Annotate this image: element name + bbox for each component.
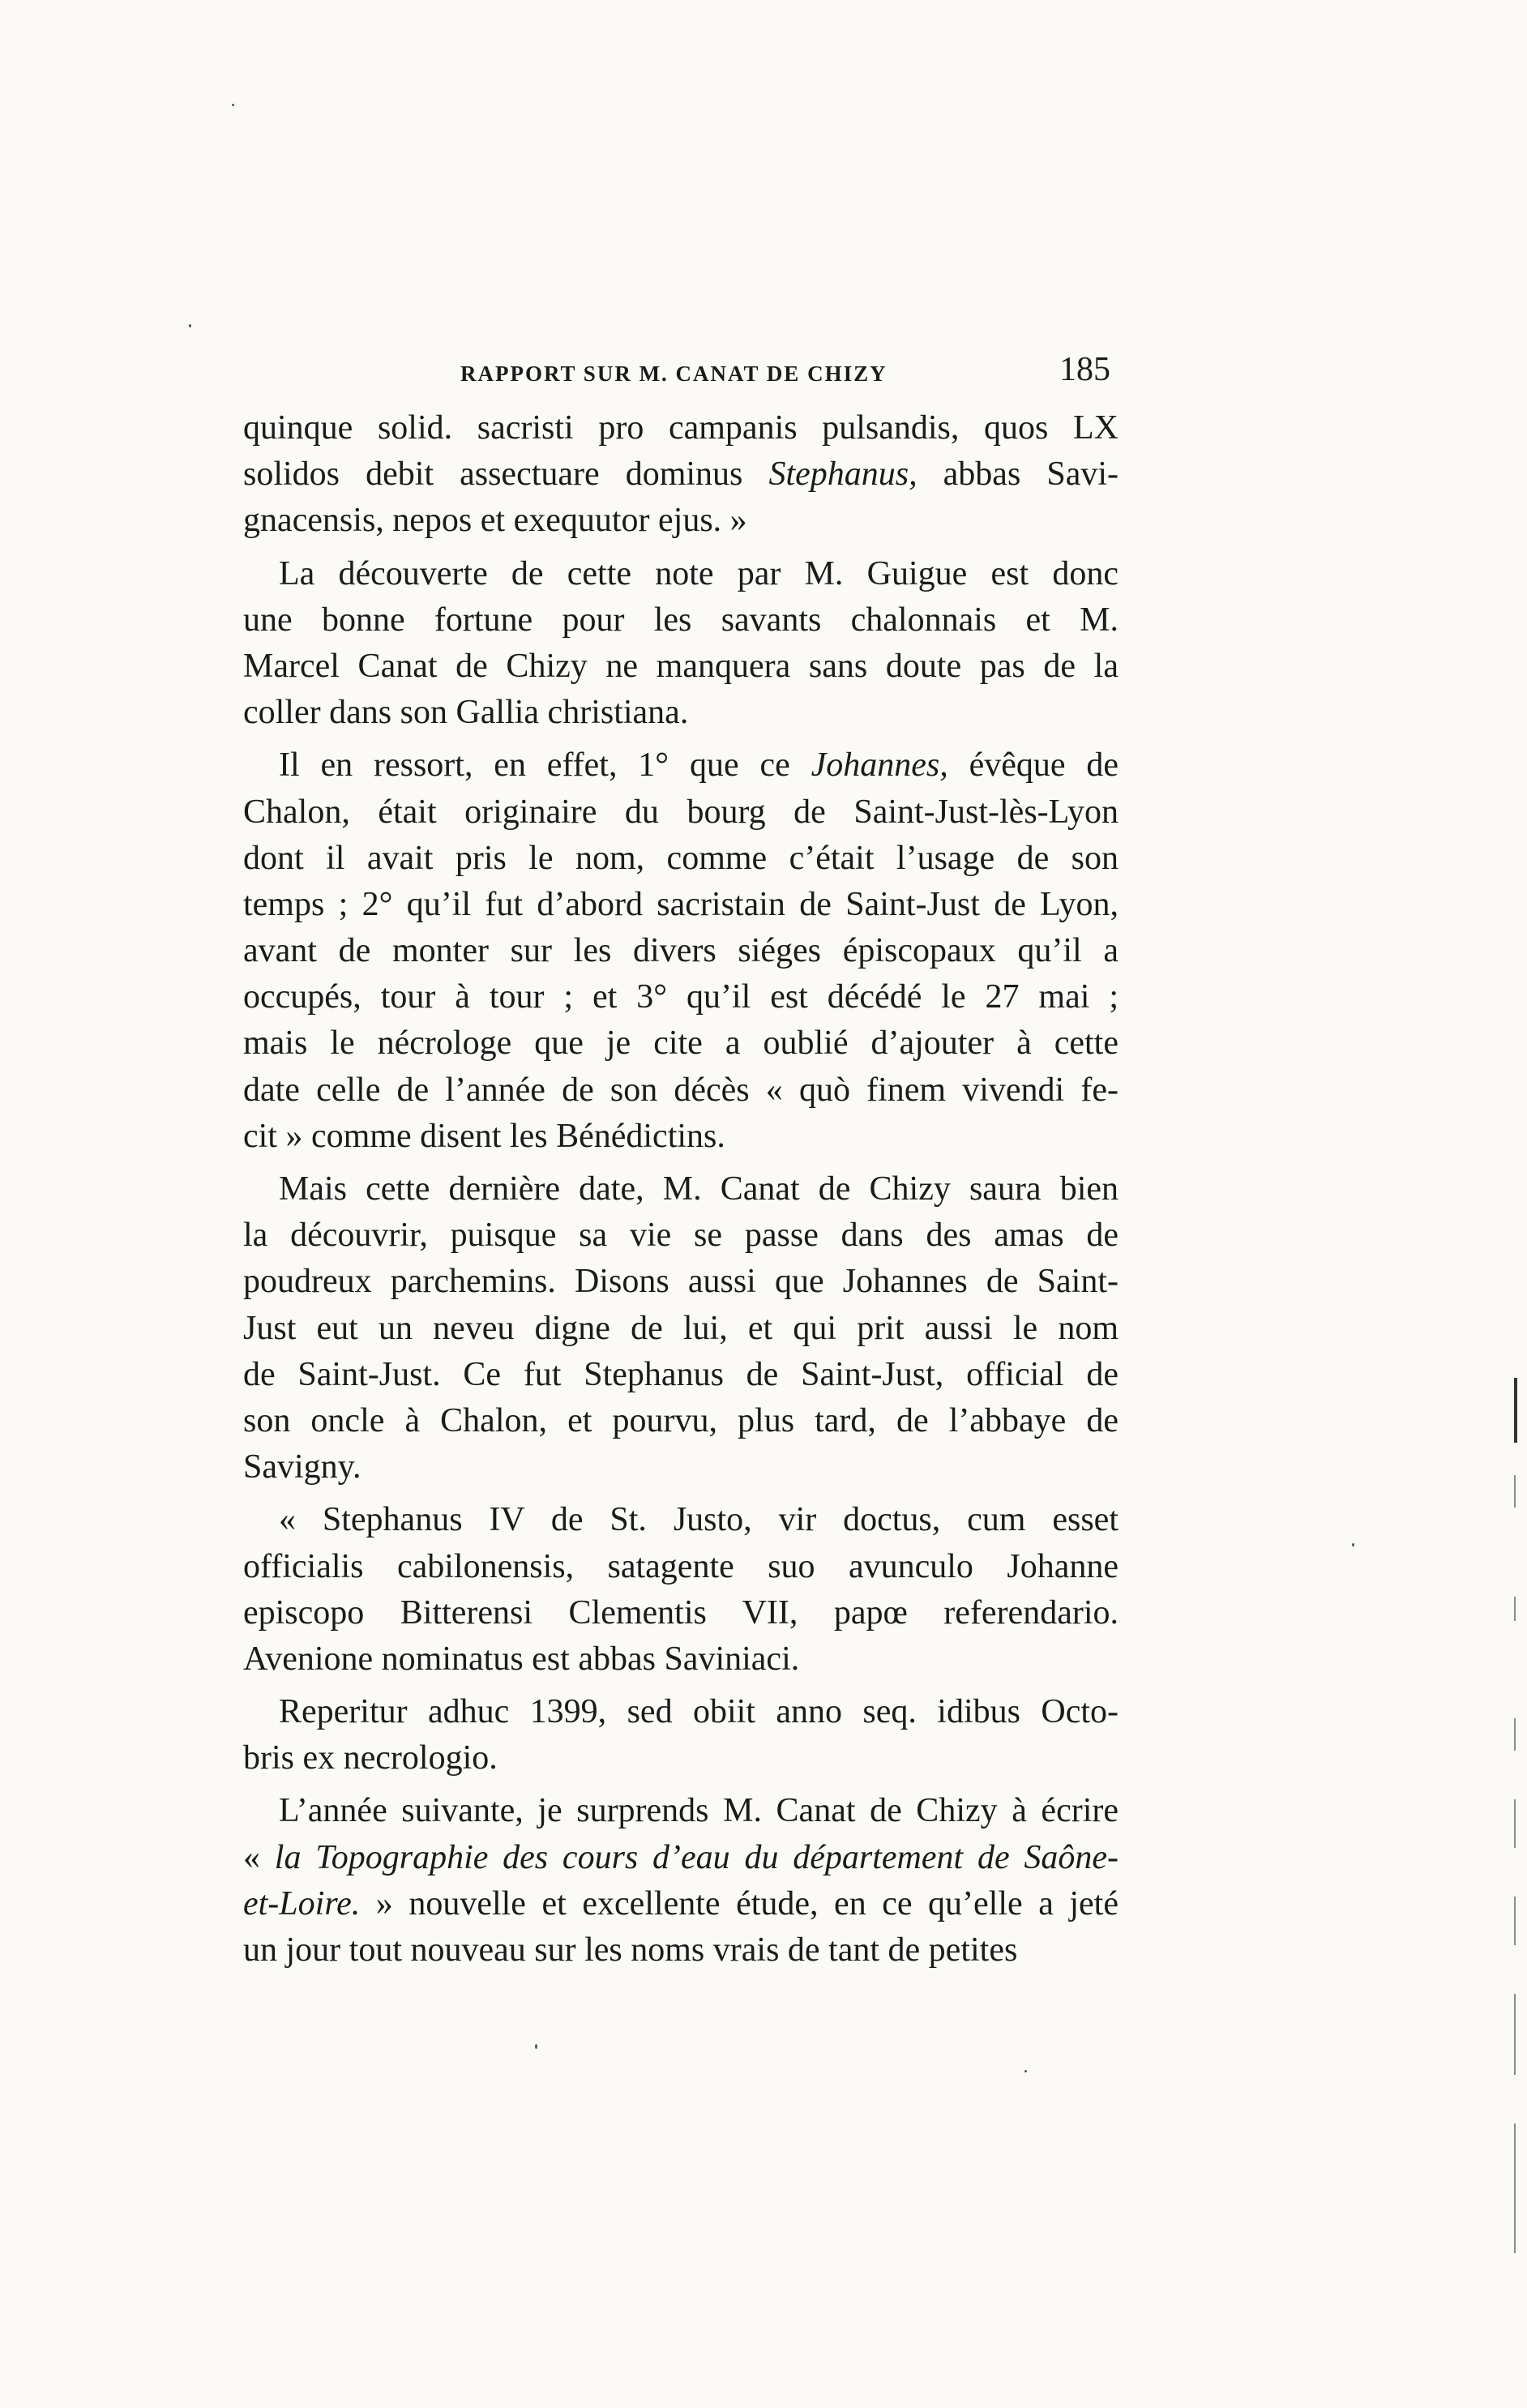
scan-speck: [232, 104, 234, 106]
paragraph: [243, 742, 1119, 1160]
text-run: «: [243, 1838, 275, 1876]
page-edge-mark: [1514, 1718, 1516, 1751]
page-edge-mark: [1514, 1378, 1517, 1443]
scan-speck: [535, 2044, 537, 2049]
text-run: » nouvelle et excellente étude, en ce qu’elle a jeté: [360, 1884, 1119, 1923]
text-run: évêque de: [947, 746, 1119, 785]
text-line: [243, 1067, 1119, 1114]
page-edge-mark: [1514, 1799, 1516, 1848]
italic-text: Johannes,: [811, 746, 948, 785]
text-run: Avenione nominatus est abbas Saviniaci.: [243, 1640, 800, 1678]
text-run: abbas Savi-: [917, 456, 1119, 494]
scan-speck: [1024, 2070, 1027, 2072]
text-line: [243, 1636, 1119, 1683]
paragraph: [243, 551, 1119, 737]
text-run: occupés, tour à tour ; et 3° qu’il est décédé le 27 mai ;: [243, 978, 1119, 1016]
paragraph: [243, 1788, 1119, 1974]
text-run: de Saint-Just. Ce fut Stephanus de Saint-Just, official de: [243, 1355, 1119, 1393]
text-line: [243, 1352, 1119, 1398]
running-title: RAPPORT SUR M. CANAT DE CHIZY: [460, 361, 888, 386]
text-run: episcopo Bitterensi Clementis VII, papœ referendario.: [243, 1593, 1119, 1632]
text-line: [243, 742, 1119, 789]
page-edge-mark: [1514, 1597, 1516, 1621]
text-run: gnacensis, nepos et exequutor ejus. »: [243, 502, 747, 540]
text-line: [243, 1114, 1119, 1160]
text-line: [243, 1259, 1119, 1305]
text-run: un jour tout nouveau sur les noms vrais de tant de petites: [243, 1931, 1018, 1969]
text-run: Chalon, était originaire du bourg de Saint-Just-lès-Lyon: [243, 793, 1119, 831]
text-run: avant de monter sur les divers siéges épiscopaux qu’il a: [243, 932, 1119, 970]
text-run: coller dans son Gallia christiana.: [243, 694, 689, 732]
text-line: [243, 1689, 1119, 1735]
italic-text: Stephanus,: [768, 456, 917, 494]
text-run: Il en ressort, en effet, 1° que ce: [279, 746, 811, 785]
text-run: quinque solid. sacristi pro campanis pulsandis, quos LX: [243, 409, 1119, 447]
text-line: [243, 789, 1119, 836]
scan-speck: [189, 324, 191, 327]
page-edge-mark: [1514, 1897, 1516, 1945]
text-run: officialis cabilonensis, satagente suo avunculo Johanne: [243, 1547, 1119, 1585]
text-run: solidos debit assectuare dominus: [243, 456, 769, 494]
italic-text: et-Loire.: [243, 1884, 361, 1923]
text-line: [243, 1213, 1119, 1259]
text-line: [243, 1497, 1119, 1543]
page-edge-mark: [1514, 1475, 1516, 1508]
text-line: [243, 1306, 1119, 1352]
text-run: dont il avait pris le nom, comme c’était l’usage de son: [243, 839, 1119, 877]
paragraph-gap: [243, 1781, 1119, 1788]
text-line: [243, 690, 1119, 736]
text-run: Savigny.: [243, 1448, 361, 1486]
paragraph-gap: [243, 1160, 1119, 1166]
page-edge-mark: [1514, 2124, 1516, 2253]
text-line: [243, 551, 1119, 597]
text-run: Just eut un neveu digne de lui, et qui prit aussi le nom: [243, 1309, 1119, 1347]
text-line: [243, 498, 1119, 544]
text-run: « Stephanus IV de St. Justo, vir doctus, cum esset: [279, 1501, 1119, 1539]
text-line: [243, 928, 1119, 974]
text-line: [243, 1788, 1119, 1834]
text-line: [243, 1544, 1119, 1590]
paragraph-gap: [243, 736, 1119, 742]
text-run: Reperitur adhuc 1399, sed obiit anno seq. idibus Octo-: [279, 1693, 1119, 1731]
text-run: L’année suivante, je surprends M. Canat de Chizy à écrire: [279, 1792, 1119, 1830]
text-run: Mais cette dernière date, M. Canat de Chizy saura bien: [279, 1170, 1119, 1208]
page-edge-mark: [1514, 1994, 1516, 2075]
text-line: [243, 1927, 1119, 1974]
paragraph-gap: [243, 545, 1119, 551]
text-run: La découverte de cette note par M. Guigue est donc: [279, 554, 1119, 592]
text-line: [243, 1835, 1119, 1881]
text-run: date celle de l’année de son décès « quò finem vivendi fe-: [243, 1071, 1119, 1109]
text-run: poudreux parchemins. Disons aussi que Johannes de Saint-: [243, 1263, 1119, 1301]
text-run: cit » comme disent les Bénédictins.: [243, 1117, 725, 1155]
text-run: bris ex necrologio.: [243, 1739, 498, 1777]
text-line: [243, 451, 1119, 498]
text-line: [243, 882, 1119, 928]
text-line: [243, 1444, 1119, 1491]
italic-text: la Topographie des cours d’eau du département de Saône-: [274, 1838, 1119, 1876]
text-line: [243, 974, 1119, 1020]
paragraph-gap: [243, 1491, 1119, 1497]
text-run: une bonne fortune pour les savants chalonnais et M.: [243, 601, 1119, 639]
paragraph: [243, 1497, 1119, 1683]
text-run: la découvrir, puisque sa vie se passe dans des amas de: [243, 1217, 1119, 1255]
paragraph: [243, 405, 1119, 545]
text-line: [243, 1020, 1119, 1067]
text-run: Marcel Canat de Chizy ne manquera sans doute pas de la: [243, 647, 1119, 685]
paragraph-gap: [243, 1683, 1119, 1689]
text-line: [243, 1735, 1119, 1781]
scan-speck: [1352, 1543, 1354, 1546]
text-line: [243, 1398, 1119, 1444]
running-head: [243, 347, 1119, 396]
page-number: 185: [1059, 351, 1110, 388]
text-line: [243, 1881, 1119, 1927]
text-line: [243, 405, 1119, 451]
text-line: [243, 1590, 1119, 1636]
text-line: [243, 644, 1119, 690]
text-line: [243, 1166, 1119, 1213]
text-run: temps ; 2° qu’il fut d’abord sacristain de Saint-Just de Lyon,: [243, 885, 1119, 923]
body-text: [243, 405, 1119, 1974]
text-line: [243, 597, 1119, 644]
paragraph: [243, 1689, 1119, 1781]
text-run: mais le nécrologe que je cite a oublié d’ajouter à cette: [243, 1024, 1119, 1063]
text-line: [243, 836, 1119, 882]
text-run: son oncle à Chalon, et pourvu, plus tard, de l’abbaye de: [243, 1401, 1119, 1439]
paragraph: [243, 1166, 1119, 1491]
